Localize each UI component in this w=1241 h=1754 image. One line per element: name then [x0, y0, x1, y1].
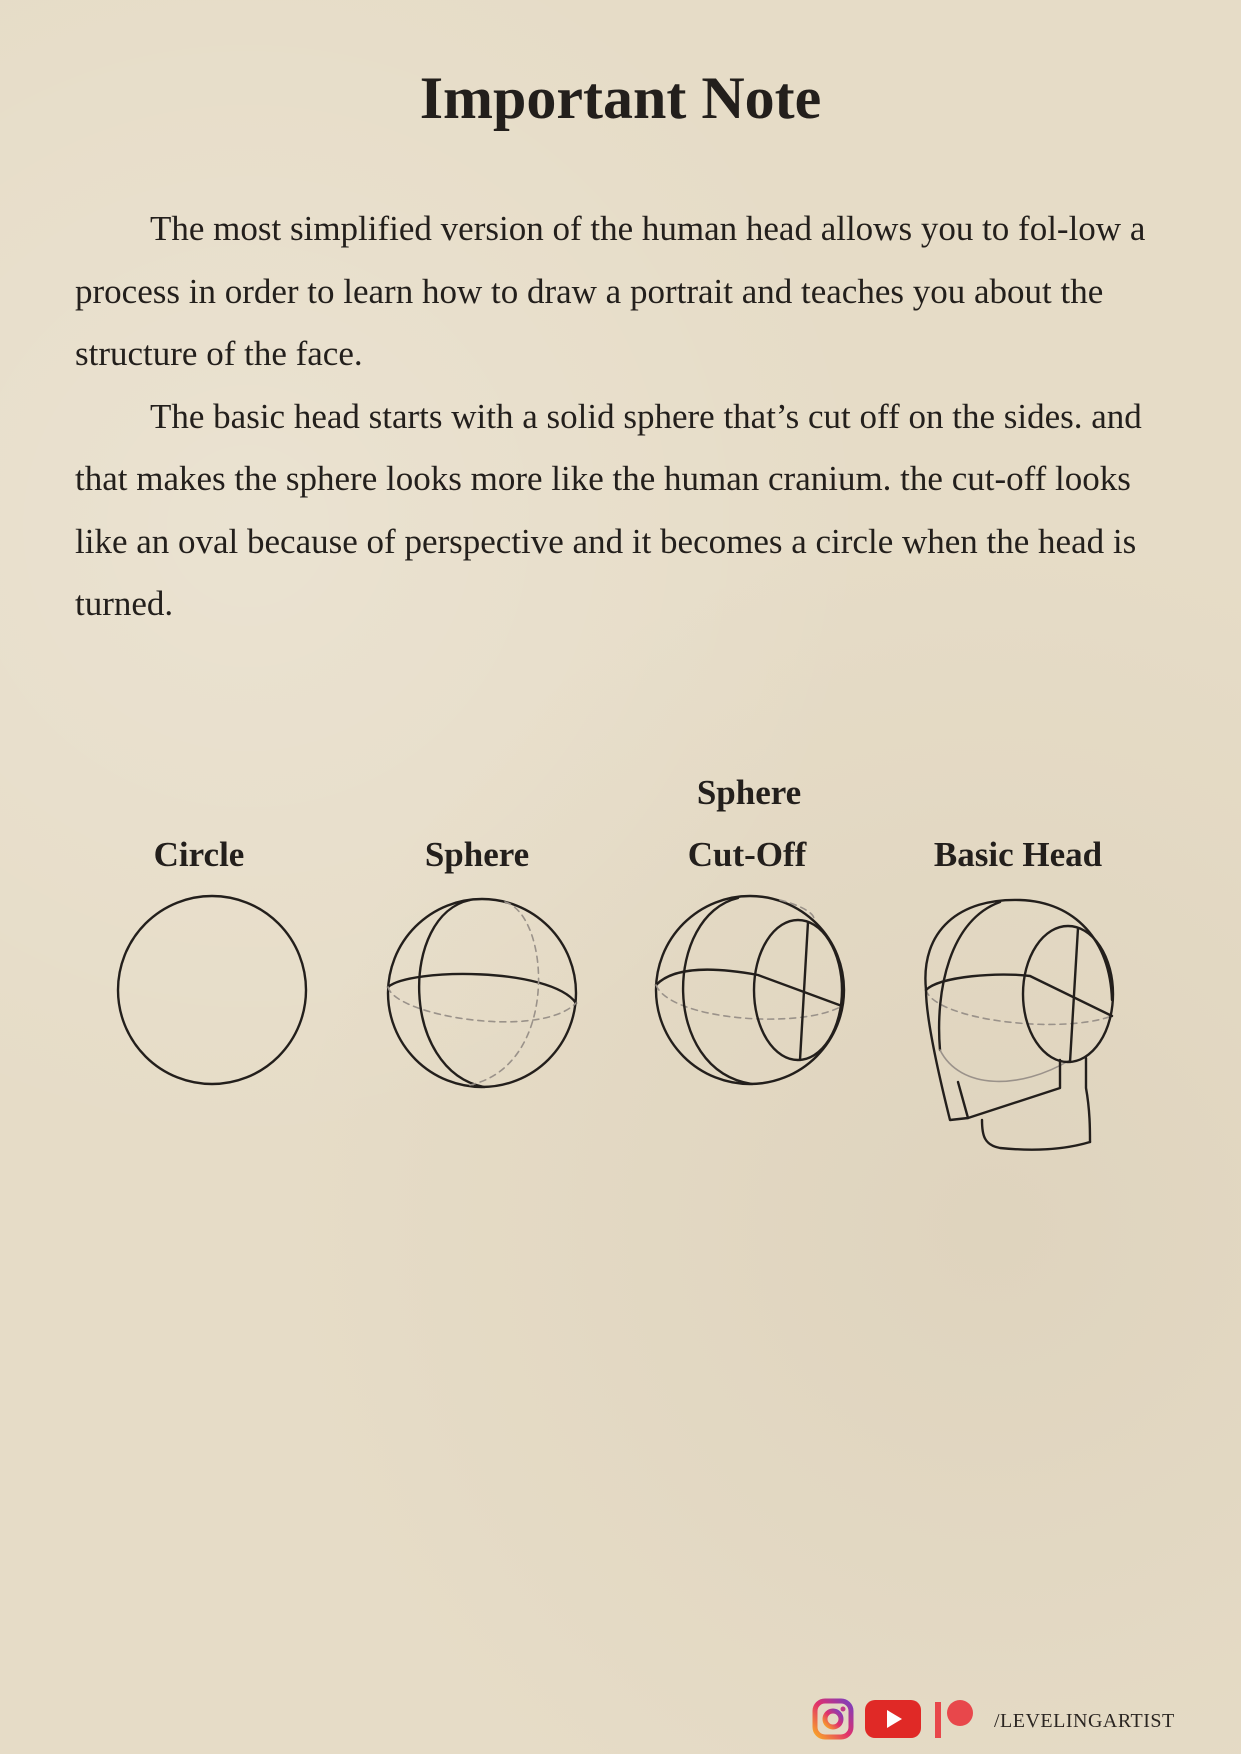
patreon-icon[interactable] — [932, 1698, 976, 1745]
youtube-icon[interactable] — [864, 1698, 922, 1745]
paragraph: The basic head starts with a solid sphere that’s cut off on the sides. and that makes the sphere looks more like the human cranium. the cut-off looks like an oval because of perspective and it becomes a circle when the head is turned. — [75, 396, 1142, 623]
figure-label-circle: Circle — [153, 835, 245, 874]
sphere-drawing — [388, 899, 576, 1087]
figure-label-basic-head: Basic Head — [933, 835, 1103, 874]
basic-head-drawing — [925, 900, 1113, 1150]
sphere-cutoff-drawing — [656, 896, 844, 1084]
page-title: Important Note — [419, 65, 822, 131]
figure-label-sphere-cutoff-line1: Sphere — [696, 773, 802, 812]
paragraph: The most simplified version of the human head allows you to fol-low a process in order to learn how to draw a portrait and teaches you about the structure of the face. — [75, 209, 1146, 373]
circle-drawing — [118, 896, 306, 1084]
instagram-icon[interactable] — [812, 1698, 854, 1745]
figure-label-sphere-cutoff-line2: Cut-Off — [687, 835, 807, 874]
footer — [812, 1698, 1175, 1744]
figure-label-sphere: Sphere — [424, 835, 530, 874]
social-handle: /LEVELINGARTIST — [994, 1709, 1175, 1732]
